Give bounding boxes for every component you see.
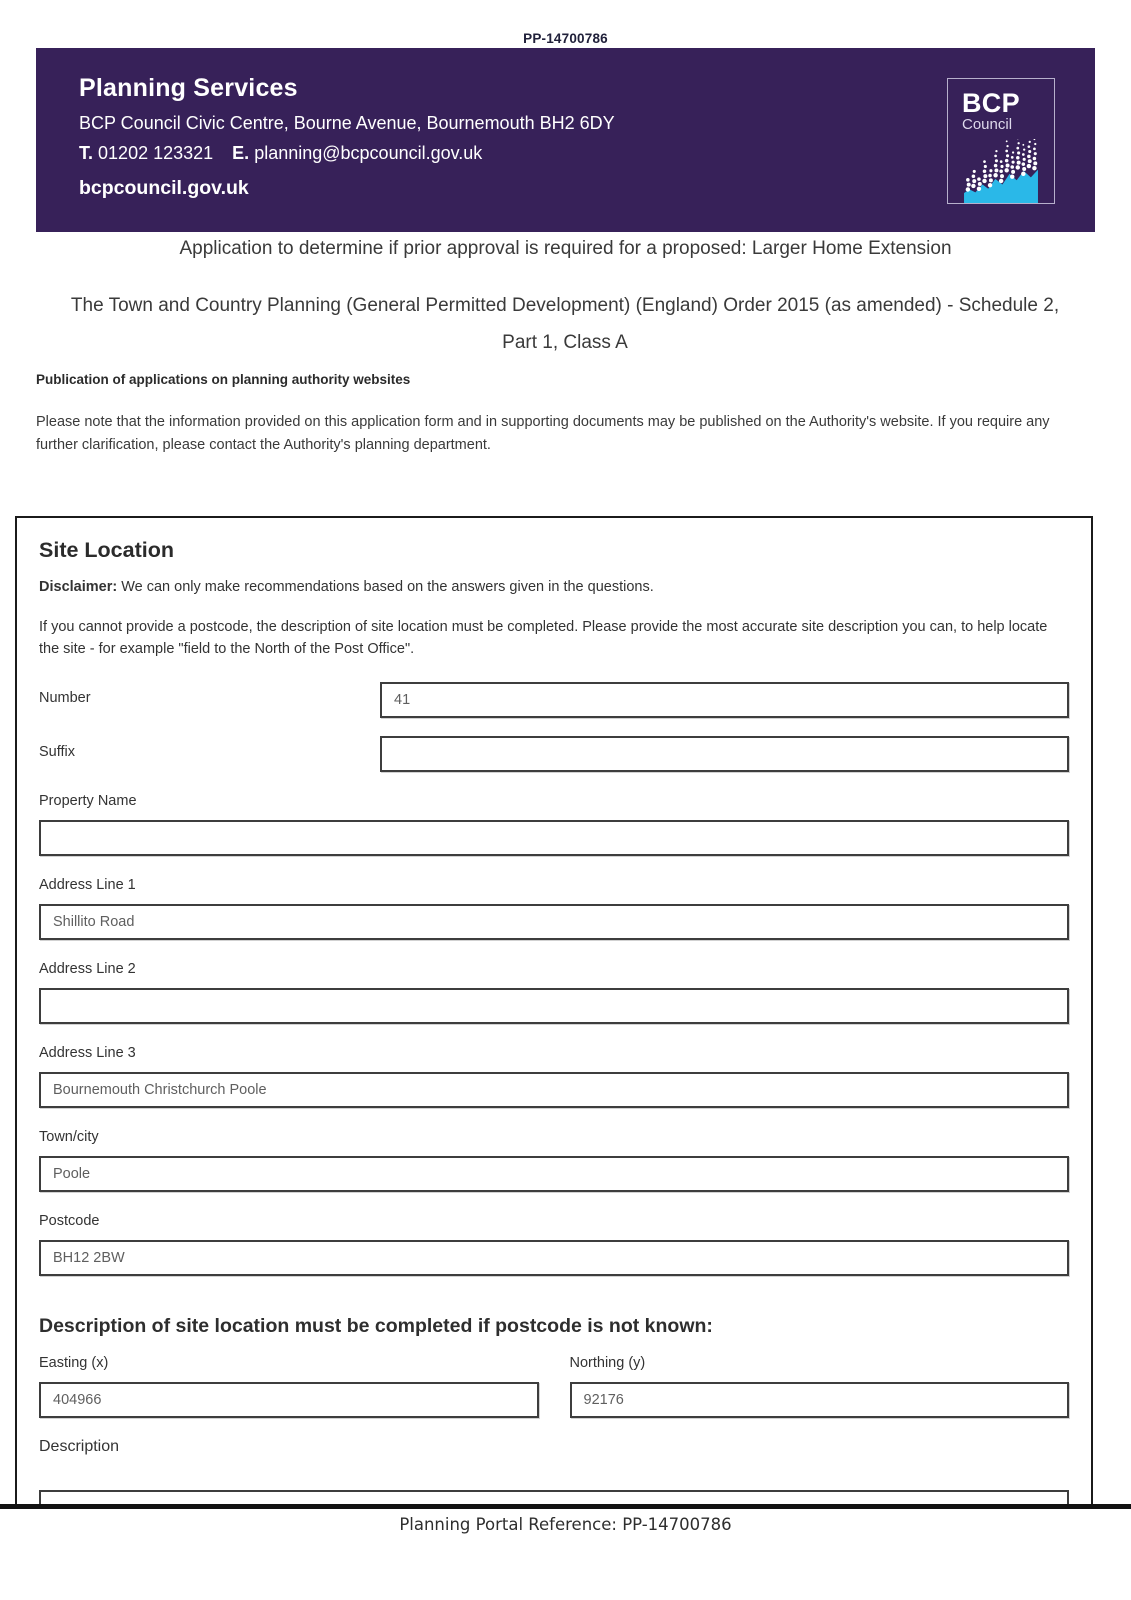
address-line-1-input[interactable]: [39, 904, 1069, 940]
coordinates-row: [39, 1354, 1069, 1418]
number-input[interactable]: [380, 682, 1069, 718]
council-website[interactable]: bcpcouncil.gov.uk: [79, 177, 249, 199]
logo-council-text: Council: [962, 116, 1013, 133]
number-label: Number: [39, 690, 91, 706]
site-location-heading: Site Location: [39, 538, 174, 562]
easting-label: Easting (x): [39, 1355, 109, 1371]
publication-note: Please note that the information provided on this application form and in supporting documents may be published on the Authority's website. If you require any further clarification, please contact the Authority's planning department.: [36, 414, 1050, 453]
address-line-1-label: Address Line 1: [39, 877, 136, 893]
legislation-title: The Town and Country Planning (General Permitted Development) (England) Order 2015 (as amended) - Schedule 2, Part 1, Class A: [70, 295, 1060, 353]
disclaimer-label: Disclaimer:: [39, 579, 118, 595]
address-line-2-input[interactable]: [39, 988, 1069, 1024]
phone-label: T.: [79, 143, 94, 163]
letterhead-text: [79, 74, 615, 232]
email-address[interactable]: planning@bcpcouncil.gov.uk: [254, 143, 483, 163]
property-name-input[interactable]: [39, 820, 1069, 856]
page-break-divider: [0, 1504, 1131, 1509]
description-field: [39, 1438, 1069, 1504]
application-title: Application to determine if prior approval is required for a proposed: Larger Home Extension: [179, 238, 952, 259]
planning-portal-reference-top: PP-14700786: [523, 31, 608, 46]
suffix-label: Suffix: [39, 744, 76, 760]
postcode-field: [39, 1212, 1069, 1276]
council-address: BCP Council Civic Centre, Bourne Avenue, Bournemouth BH2 6DY: [79, 113, 615, 133]
site-location-section: [15, 516, 1093, 1504]
town-city-field: [39, 1128, 1069, 1192]
description-requirement-heading: Description of site location must be completed if postcode is not known:: [39, 1315, 713, 1337]
phone-number: 01202 123321: [98, 143, 214, 163]
address-line-2-label: Address Line 2: [39, 961, 136, 977]
property-name-field: [39, 792, 1069, 856]
suffix-field-row: [39, 736, 1069, 772]
description-label: Description: [39, 1438, 120, 1455]
northing-label: Northing (y): [569, 1355, 646, 1371]
town-city-label: Town/city: [39, 1129, 99, 1145]
northing-input[interactable]: [570, 1382, 1070, 1418]
planning-portal-reference-footer: Planning Portal Reference: PP-14700786: [399, 1515, 732, 1534]
northing-field: [570, 1354, 1070, 1418]
publication-heading: Publication of applications on planning authority websites: [36, 372, 411, 387]
description-input[interactable]: [39, 1490, 1069, 1504]
council-letterhead: [36, 48, 1095, 232]
easting-input[interactable]: [39, 1382, 539, 1418]
address-line-3-input[interactable]: [39, 1072, 1069, 1108]
email-label: E.: [232, 143, 250, 163]
address-line-3-label: Address Line 3: [39, 1045, 136, 1061]
postcode-instructions: If you cannot provide a postcode, the description of site location must be completed. Please provide the most accurate site description you can, to help locate the site - for example "field to the North of the Post Office".: [39, 619, 1048, 657]
logo-wave-dots-icon: [948, 139, 1054, 203]
disclaimer-text: Disclaimer: We can only make recommendations based on the answers given in the questions.: [39, 579, 654, 595]
address-line-3-field: [39, 1044, 1069, 1108]
number-field-row: [39, 682, 1069, 718]
bcp-council-logo: [947, 78, 1055, 204]
address-line-1-field: [39, 876, 1069, 940]
suffix-input[interactable]: [380, 736, 1069, 772]
postcode-label: Postcode: [39, 1213, 100, 1229]
logo-bcp-text: BCP: [962, 88, 1020, 118]
property-name-label: Property Name: [39, 793, 137, 809]
address-line-2-field: [39, 960, 1069, 1024]
postcode-input[interactable]: [39, 1240, 1069, 1276]
easting-field: [39, 1354, 539, 1418]
council-contact-line: [79, 142, 615, 164]
department-title: Planning Services: [79, 74, 298, 102]
town-city-input[interactable]: [39, 1156, 1069, 1192]
